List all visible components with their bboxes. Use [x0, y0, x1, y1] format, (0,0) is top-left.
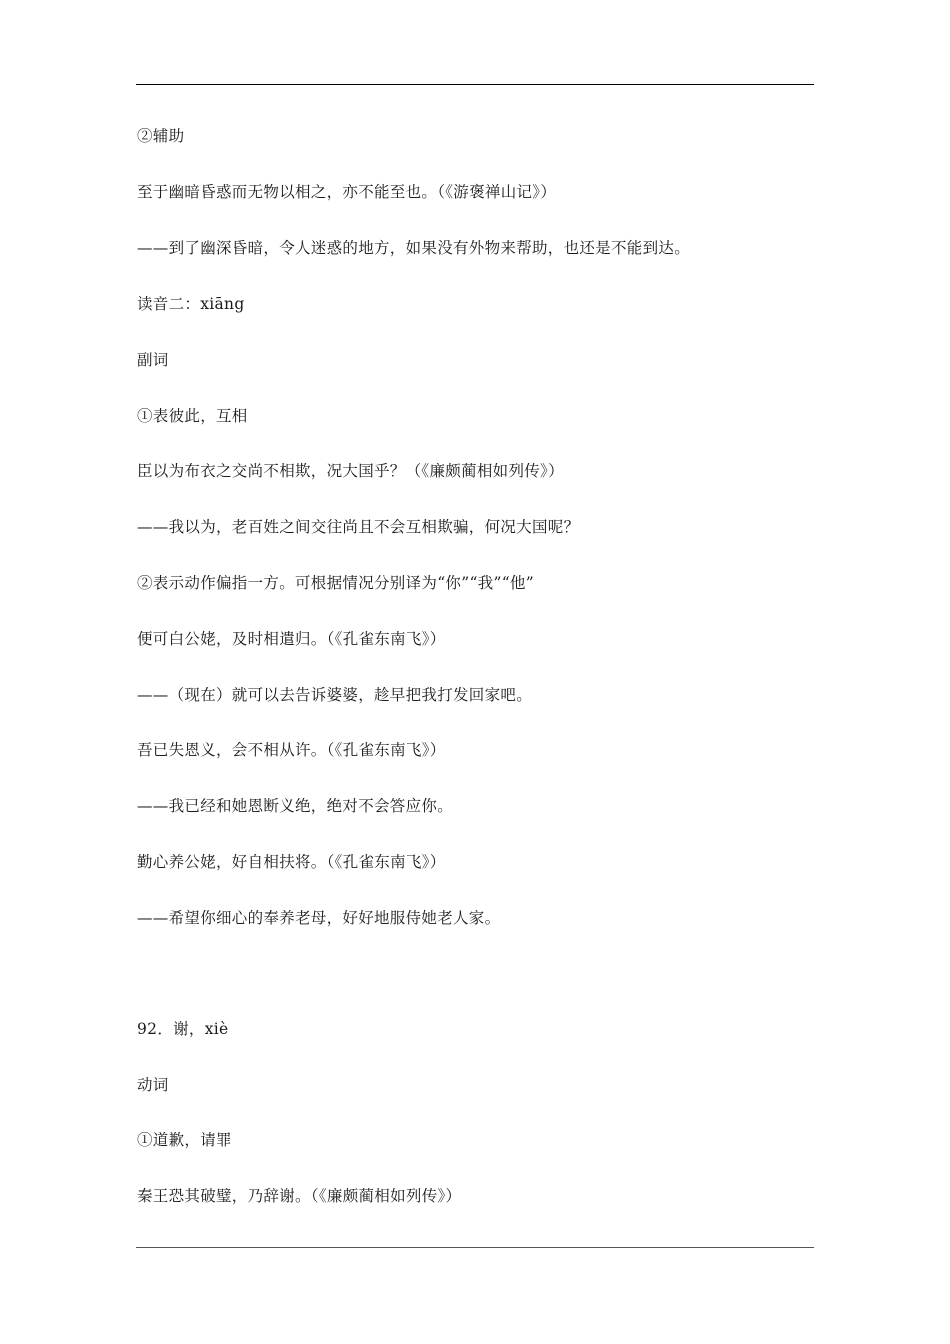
example-sentence: 至于幽暗昏惑而无物以相之，亦不能至也。（《游褒禅山记》） [137, 183, 557, 201]
part-of-speech-verb: 动词 [137, 1076, 169, 1094]
footer-rule [136, 1247, 814, 1248]
part-of-speech-adverb: 副词 [137, 351, 169, 369]
pronunciation-heading: 读音二：xiāng [137, 295, 245, 313]
sense-heading-one-sided: ②表示动作偏指一方。可根据情况分别译为“你”“我”“他” [137, 574, 534, 592]
example-sentence: 便可白公姥，及时相遣归。（《孔雀东南飞》） [137, 630, 446, 648]
sense-heading-assist: ②辅助 [137, 127, 185, 145]
sense-heading-mutual: ①表彼此，互相 [137, 407, 248, 425]
translation-line: ——我以为，老百姓之间交往尚且不会互相欺骗，何况大国呢？ [137, 518, 580, 536]
example-sentence: 吾已失恩义，会不相从许。（《孔雀东南飞》） [137, 741, 446, 759]
sense-heading-apologize: ①道歉，请罪 [137, 1131, 232, 1149]
example-sentence: 勤心养公姥，好自相扶将。（《孔雀东南飞》） [137, 853, 446, 871]
translation-line: ——我已经和她恩断义绝，绝对不会答应你。 [137, 797, 454, 815]
header-rule [136, 84, 814, 85]
translation-line: ——希望你细心的奉养老母，好好地服侍她老人家。 [137, 909, 501, 927]
translation-line: ——到了幽深昏暗，令人迷惑的地方，如果没有外物来帮助，也还是不能到达。 [137, 239, 691, 257]
translation-line: ——（现在）就可以去告诉婆婆，趁早把我打发回家吧。 [137, 686, 533, 704]
example-sentence: 臣以为布衣之交尚不相欺，况大国乎？（《廉颇蔺相如列传》） [137, 462, 564, 480]
entry-heading: 92．谢，xiè [137, 1020, 229, 1038]
example-sentence: 秦王恐其破璧，乃辞谢。（《廉颇蔺相如列传》） [137, 1187, 462, 1205]
